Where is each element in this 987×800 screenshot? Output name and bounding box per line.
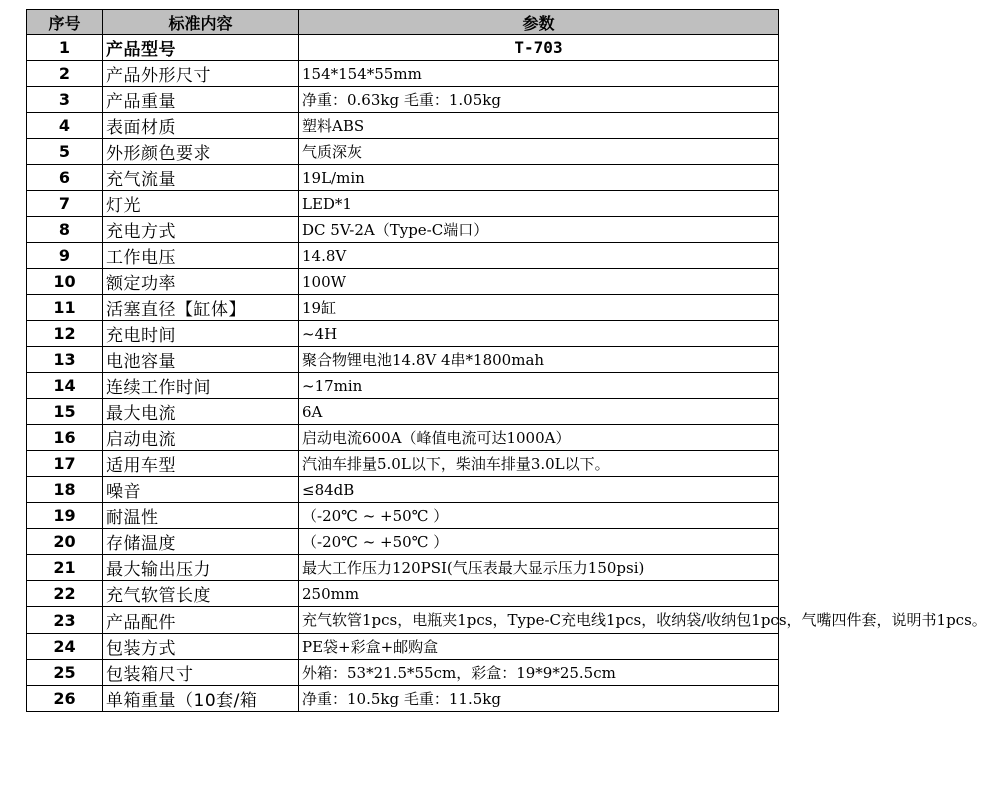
row-value: 19缸 bbox=[299, 295, 779, 321]
row-value: （-20℃ ~ +50℃ ） bbox=[299, 529, 779, 555]
row-item: 产品外形尺寸 bbox=[103, 61, 299, 87]
row-number: 22 bbox=[27, 581, 103, 607]
header-item: 标准内容 bbox=[103, 10, 299, 35]
table-row bbox=[27, 451, 779, 477]
row-value: 聚合物锂电池14.8V 4串*1800mah bbox=[299, 347, 779, 373]
row-number: 14 bbox=[27, 373, 103, 399]
row-value: 塑料ABS bbox=[299, 113, 779, 139]
row-number: 7 bbox=[27, 191, 103, 217]
row-number: 20 bbox=[27, 529, 103, 555]
table-row bbox=[27, 634, 779, 660]
row-item: 噪音 bbox=[103, 477, 299, 503]
row-item: 最大输出压力 bbox=[103, 555, 299, 581]
row-item: 包装箱尺寸 bbox=[103, 660, 299, 686]
row-number: 24 bbox=[27, 634, 103, 660]
row-value: 154*154*55mm bbox=[299, 61, 779, 87]
row-value: 19L/min bbox=[299, 165, 779, 191]
row-number: 11 bbox=[27, 295, 103, 321]
row-value bbox=[299, 607, 987, 634]
row-value: DC 5V-2A（Type-C端口） bbox=[299, 217, 779, 243]
row-number: 1 bbox=[27, 35, 103, 61]
table-row bbox=[27, 269, 779, 295]
table-row bbox=[27, 217, 779, 243]
row-value: 最大工作压力120PSI(气压表最大显示压力150psi) bbox=[299, 555, 779, 581]
row-number: 3 bbox=[27, 87, 103, 113]
row-item: 启动电流 bbox=[103, 425, 299, 451]
row-item: 工作电压 bbox=[103, 243, 299, 269]
row-number: 9 bbox=[27, 243, 103, 269]
row-item: 充气软管长度 bbox=[103, 581, 299, 607]
row-number: 16 bbox=[27, 425, 103, 451]
row-value: 气质深灰 bbox=[299, 139, 779, 165]
row-value: ≤84dB bbox=[299, 477, 779, 503]
row-number: 17 bbox=[27, 451, 103, 477]
header-no: 序号 bbox=[27, 10, 103, 35]
table-row bbox=[27, 686, 779, 712]
table-row bbox=[27, 61, 779, 87]
row-item: 充气流量 bbox=[103, 165, 299, 191]
row-value: 净重：10.5kg 毛重：11.5kg bbox=[299, 686, 779, 712]
spec-table bbox=[26, 9, 987, 712]
table-row bbox=[27, 660, 779, 686]
row-number: 25 bbox=[27, 660, 103, 686]
row-item: 外形颜色要求 bbox=[103, 139, 299, 165]
header-value: 参数 bbox=[299, 10, 779, 35]
row-number: 26 bbox=[27, 686, 103, 712]
row-number: 13 bbox=[27, 347, 103, 373]
row-item: 产品重量 bbox=[103, 87, 299, 113]
row-item: 适用车型 bbox=[103, 451, 299, 477]
row-value: 启动电流600A（峰值电流可达1000A） bbox=[299, 425, 779, 451]
row-item: 表面材质 bbox=[103, 113, 299, 139]
row-value: PE袋+彩盒+邮购盒 bbox=[299, 634, 779, 660]
row-item: 灯光 bbox=[103, 191, 299, 217]
row-number: 15 bbox=[27, 399, 103, 425]
table-row bbox=[27, 607, 779, 634]
table-row bbox=[27, 399, 779, 425]
row-item: 耐温性 bbox=[103, 503, 299, 529]
table-row bbox=[27, 35, 779, 61]
row-item: 存储温度 bbox=[103, 529, 299, 555]
row-value: ~17min bbox=[299, 373, 779, 399]
row-number: 5 bbox=[27, 139, 103, 165]
row-value-text: 充气软管1pcs，电瓶夹1pcs，Type-C充电线1pcs，收纳袋/收纳包1pcs，气嘴四件套，说明书1pcs。 bbox=[302, 611, 987, 629]
row-value: ~4H bbox=[299, 321, 779, 347]
row-item: 产品型号 bbox=[103, 35, 299, 61]
header-row bbox=[27, 10, 779, 35]
table-row bbox=[27, 347, 779, 373]
table-row bbox=[27, 373, 779, 399]
row-number: 8 bbox=[27, 217, 103, 243]
row-number: 4 bbox=[27, 113, 103, 139]
row-number: 21 bbox=[27, 555, 103, 581]
row-value: 净重：0.63kg 毛重：1.05kg bbox=[299, 87, 779, 113]
table-row bbox=[27, 555, 779, 581]
row-item: 额定功率 bbox=[103, 269, 299, 295]
row-item: 最大电流 bbox=[103, 399, 299, 425]
row-item: 充电时间 bbox=[103, 321, 299, 347]
row-value: T-703 bbox=[299, 35, 779, 61]
row-item: 电池容量 bbox=[103, 347, 299, 373]
row-value: 100W bbox=[299, 269, 779, 295]
table-row bbox=[27, 191, 779, 217]
row-item: 产品配件 bbox=[103, 607, 299, 634]
row-number: 12 bbox=[27, 321, 103, 347]
table-row bbox=[27, 295, 779, 321]
row-value: 14.8V bbox=[299, 243, 779, 269]
table-row bbox=[27, 165, 779, 191]
row-value: 6A bbox=[299, 399, 779, 425]
table-row bbox=[27, 321, 779, 347]
row-number: 23 bbox=[27, 607, 103, 634]
table-row bbox=[27, 529, 779, 555]
row-item: 活塞直径【缸体】 bbox=[103, 295, 299, 321]
row-number: 2 bbox=[27, 61, 103, 87]
row-number: 19 bbox=[27, 503, 103, 529]
table-row bbox=[27, 113, 779, 139]
row-number: 10 bbox=[27, 269, 103, 295]
table-row bbox=[27, 477, 779, 503]
row-number: 18 bbox=[27, 477, 103, 503]
table-row bbox=[27, 87, 779, 113]
row-value: （-20℃ ~ +50℃ ） bbox=[299, 503, 779, 529]
row-item: 单箱重量（10套/箱 bbox=[103, 686, 299, 712]
table-row bbox=[27, 425, 779, 451]
table-row bbox=[27, 139, 779, 165]
row-item: 包装方式 bbox=[103, 634, 299, 660]
table-row bbox=[27, 243, 779, 269]
row-item: 充电方式 bbox=[103, 217, 299, 243]
table-row bbox=[27, 503, 779, 529]
row-value: LED*1 bbox=[299, 191, 779, 217]
table-row bbox=[27, 581, 779, 607]
row-value: 外箱：53*21.5*55cm，彩盒：19*9*25.5cm bbox=[299, 660, 779, 686]
row-number: 6 bbox=[27, 165, 103, 191]
row-value: 汽油车排量5.0L以下，柴油车排量3.0L以下。 bbox=[299, 451, 779, 477]
row-item: 连续工作时间 bbox=[103, 373, 299, 399]
row-value: 250mm bbox=[299, 581, 779, 607]
